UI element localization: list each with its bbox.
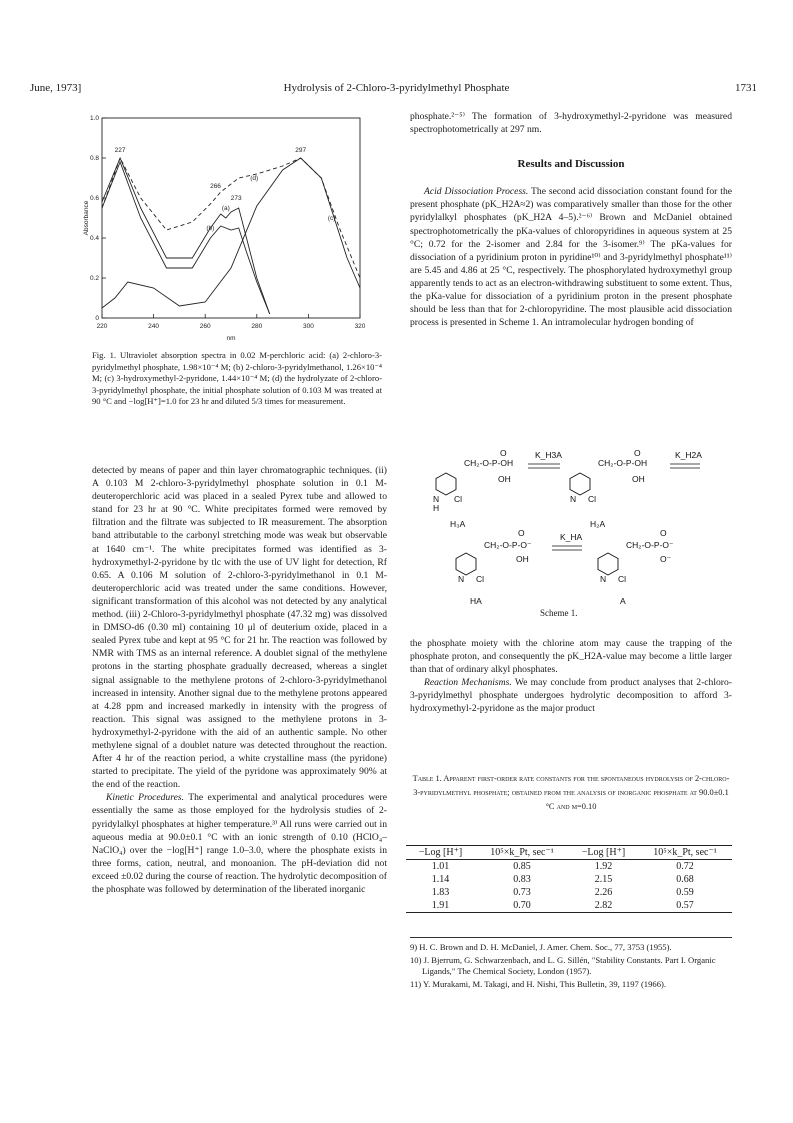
x-tick-label: 320 <box>354 323 366 330</box>
y-tick-label: 0.2 <box>89 275 99 282</box>
table-wrapper <box>406 845 732 913</box>
scheme-n-1: N <box>433 494 440 504</box>
paragraph-continued: phosphate.²⁻⁵⁾ The formation of 3-hydroxymethyl-2-pyridone was measured spectrophotometrically at 297 nm. <box>410 111 732 136</box>
table-row <box>406 899 732 913</box>
footnote-9: 9) H. C. Brown and D. H. McDaniel, J. Amer. Chem. Soc., 77, 3753 (1955). <box>410 942 672 952</box>
right-column-top <box>410 110 732 329</box>
footnote-10: 10) J. Bjerrum, G. Schwarzenbach, and L. G. Sillén, "Stability Constants. Part I. Organic Ligands," The Chemical Society, London (1957). <box>410 954 716 977</box>
scheme-o-4: O <box>660 528 667 538</box>
table-cell: 0.72 <box>676 861 694 872</box>
scheme-cl-3: Cl <box>476 574 485 584</box>
scheme-cl-2: Cl <box>588 494 597 504</box>
scheme-o-3: O <box>518 528 525 538</box>
table-cell: 1.92 <box>594 861 613 872</box>
scheme-k-ha: K_HA <box>560 532 583 542</box>
paragraph-acid-dissociation <box>410 185 732 329</box>
scheme-h3a-sidechain: CH₂-O-P-OH <box>464 458 514 468</box>
footnotes <box>410 942 732 991</box>
table-cell: 0.68 <box>676 874 694 885</box>
annotation: 297 <box>295 147 307 154</box>
scheme-label-ha: HA <box>470 596 482 606</box>
running-header-date: June, 1973] <box>30 82 82 94</box>
x-tick-label: 220 <box>96 323 108 330</box>
scheme-ha-sidechain: CH₂-O-P-O⁻ <box>484 540 532 550</box>
table-cell: 0.73 <box>513 887 531 898</box>
table-caption: Table 1. Apparent first-order rate constants for the spontaneous hydrolysis of 2-chloro-3-pyridylmethyl phosphate; obtained from the analysis of inorganic phosphate at 90.0±0.1 °C and μ=0.10 <box>412 774 730 811</box>
scheme-h-1: H <box>433 503 440 513</box>
paragraph-experimental: detected by means of paper and thin layer chromatographic techniques. (ii) A 0.103 M 2-chloro-3-pyridylmethyl phosphate solution in 0.1 M-deuteroperchloric acid was placed in a sealed Pyrex tube and allowed to stand for 23 hr at 90 °C. White precipitates formed were removed by filtration and the filtrate was subjected to IR measurement. The absorption band attributable to the carbonyl stretching mode was weak but observable at 1640 cm⁻¹. The white precipitates formed was identified as 3-hydroxymethyl-2-pyridone by tlc with the use of UV light for detection, Rf 0.65. A 0.106 M solution of 2-chloro-3-pyridylmethanol in 0.1 M-deuteroperchloric acid was treated under the same conditions. However, significant transformation of this alcohol was not detected by any analytical method. (iii) 2-Chloro-3-pyridylmethyl phosphate (47.32 mg) was dissolved in DMSO-d6 (0.30 ml) containing 10 μl of deuterium oxide, placed in a sealed Pyrex tube and kept at 95 °C for 21 hr. The reaction was followed by NMR with TMS as an internal reference. A doublet signal of the methylene protons in the starting phosphate gradually decreased, whereas a singlet signal assignable to the methylene protons of 2-chloro-3-pyridylmethanol increased in intensity. Another signal due to the methylene protons appeared at 4.28 ppm and increased markedly in intensity with the progress of reaction. This signal was assigned to the methylene protons in 3-hydroxymethyl-2-pyridone with the aid of an authentic sample. No other methylene signal of a doublet nature was detected throughout the reaction. After 4 hr of the reaction period, a white crystalline mass (the pyridone) started to precipitate. The yield of the pyridone was approximately 90% at the end of the reaction. <box>92 465 387 791</box>
annotation: 266 <box>210 183 221 190</box>
table-cell: 0.83 <box>513 874 531 885</box>
rate-constants-table <box>406 845 732 913</box>
scheme-label-h3a: H₃A <box>450 519 466 529</box>
page-number: 1731 <box>735 82 757 94</box>
y-tick-label: 1.0 <box>89 115 99 122</box>
y-tick-label: 0 <box>95 315 99 322</box>
table-cell: 2.82 <box>594 900 613 911</box>
scheme-n-3: N <box>458 574 465 584</box>
section-title: Results and Discussion <box>517 158 625 171</box>
paragraph-h-bond: the phosphate moiety with the chlorine atom may cause the trapping of the phosphate proton, and consequently the pK_H2A-value may become a little larger than that of ordinary alkyl phosphates. <box>410 638 732 676</box>
col-header: 10⁵×k_Pt, sec⁻¹ <box>653 847 717 858</box>
reaction-heading: Reaction Mechanisms. <box>424 677 512 689</box>
series-line-c <box>102 158 360 308</box>
table-row <box>406 873 732 886</box>
paragraph-kinetic <box>92 791 387 896</box>
reaction-text: We may conclude from product analyses that 2-chloro-3-pyridylmethyl phosphate undergoes hydrolytic decomposition to afford 3-hydroxymethyl-2-pyridone as the major product <box>410 677 732 715</box>
x-tick-label: 300 <box>302 323 314 330</box>
scheme-n-4: N <box>600 574 607 584</box>
scheme-o-2: O <box>634 448 641 458</box>
scheme-1 <box>420 432 740 622</box>
annotation: (a) <box>221 205 230 212</box>
acid-heading: Acid Dissociation Process. <box>424 186 529 198</box>
col-header: −Log [H⁺] <box>418 847 463 858</box>
annotation: (c) <box>327 215 336 222</box>
figure-caption: Fig. 1. Ultraviolet absorption spectra in 0.02 M-perchloric acid: (a) 2-chloro-3-pyridylmethyl phosphate, 1.98×10⁻⁴ M; (b) 2-chloro-3-pyridylmethanol, 1.26×10⁻⁴ M; (c) 3-hydroxymethyl-2-pyridone, 1.44×10⁻⁴ M; (d) the hydrolyzate of 2-chloro-3-pyridylmethyl phosphate, the initial phosphate solution of 0.103 M was treated at 90 °C and −log[H⁺]=1.0 for 23 hr and diluted 5/3 times for measurement. <box>92 350 382 407</box>
annotation: 273 <box>230 195 242 202</box>
scheme-oh-2: OH <box>632 474 645 484</box>
table-header-row <box>406 846 732 860</box>
absorption-spectrum-chart <box>80 110 380 345</box>
figure-1 <box>80 110 380 345</box>
table-cell: 1.14 <box>431 874 450 885</box>
scheme-n-2: N <box>570 494 577 504</box>
table-cell: 2.15 <box>594 874 613 885</box>
scheme-cl-1: Cl <box>454 494 463 504</box>
table-cell: 1.01 <box>431 861 450 872</box>
scheme-label-h2a: H₂A <box>590 519 606 529</box>
table-row <box>406 860 732 874</box>
table-cell: 1.91 <box>431 900 450 911</box>
x-tick-label: 240 <box>148 323 160 330</box>
running-header-title: Hydrolysis of 2-Chloro-3-pyridylmethyl Phosphate <box>283 82 510 94</box>
table-row <box>406 886 732 899</box>
table-cell: 2.26 <box>594 887 613 898</box>
footnote-rule <box>410 937 732 938</box>
acid-text: The second acid dissociation constant found for the present phosphate (pK_H2A≈2) was comparatively smaller than those for the other pyridylalkyl phosphates (pK_H2A 4–5).²⁻⁶⁾ Brown and McDaniel obtained spectrophotometrically the pKa-values of chloropyridines in aqueous system at 25 °C; 0.72 for the 2-isomer and 2.84 for the 3-isomer.⁹⁾ The pKa-values for dissociation of a pyridinium proton in pyridine¹⁰⁾ and 3-pyridylmethyl phosphate¹¹⁾ are 5.45 and 4.86 at 25 °C, respectively. The phosphorylated hydroxymethyl group apparently tends to act as an electron-withdrawing substituent to some extent. Thus, the pKa-value for dissociation of a pyridinium proton in the present phosphate should be less than that for 2-chloropyridine. The most plausible acid dissociation process is presented in Scheme 1. An intramolecular hydrogen bonding of <box>410 186 732 329</box>
y-tick-label: 0.6 <box>89 195 99 202</box>
right-column-bottom <box>410 637 732 716</box>
x-tick-label: 260 <box>199 323 211 330</box>
scheme-oh-1: OH <box>498 474 511 484</box>
scheme-ominus-4: O⁻ <box>660 554 672 564</box>
left-column <box>92 464 387 896</box>
annotation: 227 <box>114 147 126 154</box>
scheme-k-h2a: K_H2A <box>675 450 702 460</box>
y-tick-label: 0.4 <box>89 235 99 242</box>
annotation: (b) <box>206 225 215 232</box>
scheme-cl-4: Cl <box>618 574 627 584</box>
footnote-11: 11) Y. Murakami, M. Takagi, and H. Nishi, This Bulletin, 39, 1197 (1966). <box>410 978 666 989</box>
kinetic-heading: Kinetic Procedures. <box>106 792 185 804</box>
scheme-label-a: A <box>620 596 626 606</box>
scheme-k-h3a: K_H3A <box>535 450 562 460</box>
table-cell: 1.83 <box>431 887 450 898</box>
table-cell: 0.59 <box>676 887 694 898</box>
annotation: (d) <box>250 175 259 182</box>
x-axis-label: nm <box>226 335 236 342</box>
series-line-b <box>102 162 270 314</box>
paragraph-reaction <box>410 676 732 715</box>
col-header: 10⁵×k_Pt, sec⁻¹ <box>490 847 554 858</box>
table-cell: 0.70 <box>513 900 531 911</box>
x-tick-label: 280 <box>251 323 263 330</box>
col-header: −Log [H⁺] <box>581 847 626 858</box>
y-tick-label: 0.8 <box>89 155 99 162</box>
scheme-oh-3: OH <box>516 554 529 564</box>
scheme-a-sidechain: CH₂-O-P-O⁻ <box>626 540 674 550</box>
scheme-h2a-sidechain: CH₂-O-P-OH <box>598 458 648 468</box>
scheme-o-1: O <box>500 448 507 458</box>
table-cell: 0.57 <box>676 900 694 911</box>
y-axis-label: Absorbance <box>83 200 90 236</box>
table-cell: 0.85 <box>513 861 531 872</box>
kinetic-text: The experimental and analytical procedures were essentially the same as those employed for the hydrolysis studies of 2-pyridylalkyl phosphates at higher temperature.³⁾ All runs were carried out in aqueous media at 90.0±0.1 °C with an ionic strength of 0.10 (HClO₄–NaClO₄) over the −log[H⁺] range 1.0–3.0, where the phosphate exists in three forms, cation, neutral, and monoanion. The pH-deviation did not exceed ±0.02 during the course of reaction. The hydrolytic decomposition of the phosphate was followed by determination of the liberated inorganic <box>92 792 387 895</box>
scheme-caption: Scheme 1. <box>540 608 578 618</box>
